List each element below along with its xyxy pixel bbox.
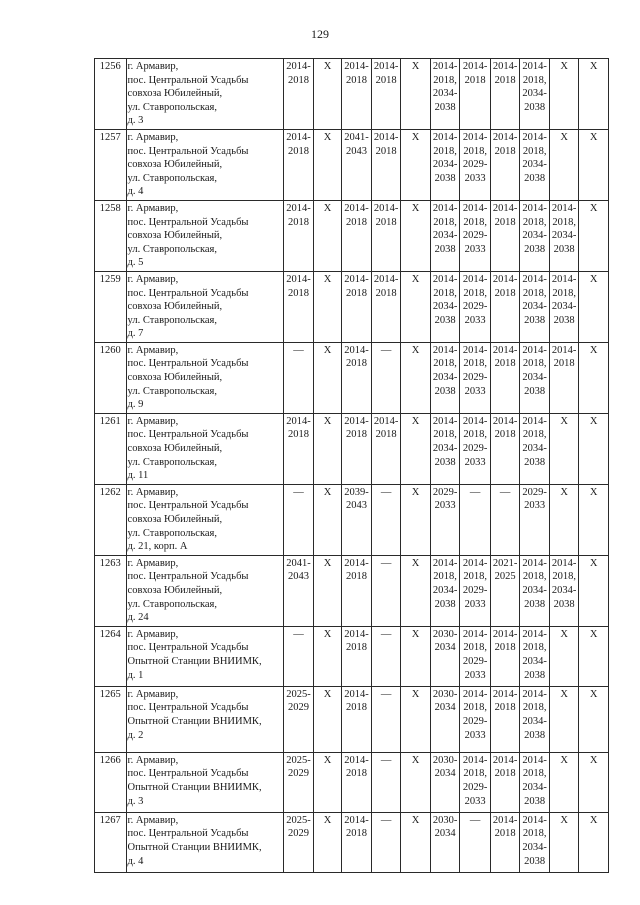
period-cell: X bbox=[579, 752, 609, 812]
period-cell: 2014- 2018, 2034- 2038 bbox=[520, 200, 550, 271]
period-cell: 2014- 2018, 2034- 2038 bbox=[520, 413, 550, 484]
address-line: г. Армавир, bbox=[127, 415, 179, 427]
period-cell: 2014- 2018 bbox=[490, 342, 520, 413]
address-cell bbox=[126, 200, 284, 271]
address-line: д. 1 bbox=[127, 669, 144, 681]
address-line: ул. Ставропольская, bbox=[127, 527, 218, 539]
address-line: пос. Центральной Усадьбы bbox=[127, 429, 249, 441]
period-cell: X bbox=[313, 200, 341, 271]
period-cell: 2025- 2029 bbox=[284, 752, 314, 812]
period-cell: X bbox=[313, 342, 341, 413]
period-cell: — bbox=[371, 812, 401, 872]
address-line: ул. Ставропольская, bbox=[127, 456, 218, 468]
period-cell: X bbox=[579, 200, 609, 271]
period-cell: X bbox=[579, 342, 609, 413]
period-cell: X bbox=[313, 413, 341, 484]
period-cell: 2014- 2018, 2034- 2038 bbox=[520, 129, 550, 200]
table-row bbox=[95, 59, 609, 130]
period-cell: — bbox=[460, 812, 491, 872]
period-cell: — bbox=[284, 626, 314, 686]
address-line: д. 7 bbox=[127, 328, 144, 340]
period-cell: — bbox=[371, 342, 401, 413]
period-cell: X bbox=[401, 129, 431, 200]
period-cell: X bbox=[401, 484, 431, 555]
period-cell: 2014- 2018, 2034- 2038 bbox=[430, 555, 460, 626]
address-line: совхоза Юбилейный, bbox=[127, 301, 223, 313]
address-cell bbox=[126, 129, 284, 200]
address-line: г. Армавир, bbox=[127, 557, 179, 569]
period-cell: 2014- 2018 bbox=[490, 752, 520, 812]
address-line: совхоза Юбилейный, bbox=[127, 372, 223, 384]
period-cell: 2014- 2018 bbox=[371, 129, 401, 200]
address-line: д. 3 bbox=[127, 115, 144, 127]
period-cell: 2014- 2018 bbox=[490, 626, 520, 686]
period-cell: X bbox=[313, 686, 341, 752]
period-cell: 2014- 2018 bbox=[342, 200, 372, 271]
address-line: Опытной Станции ВНИИМК, bbox=[127, 715, 262, 727]
address-line: д. 21, корп. А bbox=[127, 541, 188, 553]
period-cell: 2014- 2018 bbox=[342, 271, 372, 342]
period-cell: 2014- 2018, 2034- 2038 bbox=[549, 271, 579, 342]
period-cell: 2014- 2018 bbox=[490, 812, 520, 872]
period-cell: X bbox=[579, 812, 609, 872]
period-cell: 2025- 2029 bbox=[284, 812, 314, 872]
period-cell: 2030- 2034 bbox=[430, 626, 460, 686]
period-cell: 2014- 2018 bbox=[490, 686, 520, 752]
period-cell: 2014- 2018 bbox=[490, 129, 520, 200]
period-cell: 2014- 2018, 2034- 2038 bbox=[430, 342, 460, 413]
period-cell: 2014- 2018, 2034- 2038 bbox=[520, 686, 550, 752]
period-cell: 2014- 2018, 2034- 2038 bbox=[520, 626, 550, 686]
period-cell: X bbox=[313, 484, 341, 555]
address-line: Опытной Станции ВНИИМК, bbox=[127, 655, 262, 667]
address-line: совхоза Юбилейный, bbox=[127, 443, 223, 455]
row-number: 1261 bbox=[95, 413, 127, 484]
address-line: ул. Ставропольская, bbox=[127, 314, 218, 326]
period-cell: X bbox=[401, 59, 431, 130]
row-number: 1262 bbox=[95, 484, 127, 555]
period-cell: X bbox=[549, 413, 579, 484]
address-line: г. Армавир, bbox=[127, 61, 179, 72]
period-cell: 2014- 2018, 2034- 2038 bbox=[520, 555, 550, 626]
address-line: пос. Центральной Усадьбы bbox=[127, 145, 249, 157]
row-number: 1260 bbox=[95, 342, 127, 413]
address-line: г. Армавир, bbox=[127, 754, 179, 766]
period-cell: 2014- 2018 bbox=[342, 812, 372, 872]
period-cell: 2014- 2018, 2034- 2038 bbox=[520, 752, 550, 812]
period-cell: X bbox=[579, 129, 609, 200]
period-cell: 2014- 2018, 2029- 2033 bbox=[460, 413, 491, 484]
period-cell: 2030- 2034 bbox=[430, 752, 460, 812]
period-cell: X bbox=[313, 812, 341, 872]
period-cell: 2014- 2018, 2029- 2033 bbox=[460, 129, 491, 200]
row-number: 1264 bbox=[95, 626, 127, 686]
period-cell: 2014- 2018, 2029- 2033 bbox=[460, 271, 491, 342]
period-cell: 2014- 2018 bbox=[460, 59, 491, 130]
address-line: д. 2 bbox=[127, 729, 144, 741]
table-row bbox=[95, 484, 609, 555]
table-row bbox=[95, 413, 609, 484]
period-cell: X bbox=[401, 413, 431, 484]
address-cell bbox=[126, 59, 284, 130]
period-cell: X bbox=[313, 271, 341, 342]
address-line: совхоза Юбилейный, bbox=[127, 159, 223, 171]
period-cell: 2014- 2018 bbox=[371, 413, 401, 484]
address-cell bbox=[126, 812, 284, 872]
period-cell: 2039- 2043 bbox=[342, 484, 372, 555]
period-cell: X bbox=[579, 271, 609, 342]
address-cell bbox=[126, 752, 284, 812]
period-cell: X bbox=[401, 555, 431, 626]
period-cell: 2014- 2018 bbox=[490, 59, 520, 130]
period-cell: X bbox=[313, 555, 341, 626]
address-line: д. 4 bbox=[127, 855, 144, 867]
period-cell: 2014- 2018, 2029- 2033 bbox=[460, 686, 491, 752]
period-cell: X bbox=[401, 342, 431, 413]
address-line: д. 5 bbox=[127, 257, 144, 269]
address-line: ул. Ставропольская, bbox=[127, 172, 218, 184]
address-line: г. Армавир, bbox=[127, 131, 179, 143]
period-cell: X bbox=[549, 129, 579, 200]
address-line: ул. Ставропольская, bbox=[127, 598, 218, 610]
period-cell: X bbox=[549, 59, 579, 130]
period-cell: X bbox=[579, 626, 609, 686]
address-cell bbox=[126, 413, 284, 484]
period-cell: 2041- 2043 bbox=[284, 555, 314, 626]
address-cell bbox=[126, 342, 284, 413]
period-cell: 2030- 2034 bbox=[430, 812, 460, 872]
period-cell: X bbox=[401, 271, 431, 342]
period-cell: X bbox=[579, 59, 609, 130]
period-cell: 2014- 2018 bbox=[284, 271, 314, 342]
address-cell bbox=[126, 484, 284, 555]
period-cell: 2014- 2018, 2029- 2033 bbox=[460, 342, 491, 413]
period-cell: 2041- 2043 bbox=[342, 129, 372, 200]
address-line: г. Армавир, bbox=[127, 344, 179, 356]
row-number: 1256 bbox=[95, 59, 127, 130]
page-number: 129 bbox=[311, 27, 329, 41]
row-number: 1258 bbox=[95, 200, 127, 271]
period-cell: X bbox=[401, 200, 431, 271]
address-line: пос. Центральной Усадьбы bbox=[127, 287, 249, 299]
period-cell: 2014- 2018 bbox=[342, 626, 372, 686]
address-line: ул. Ставропольская, bbox=[127, 101, 218, 113]
period-cell: X bbox=[313, 752, 341, 812]
period-cell: 2014- 2018, 2034- 2038 bbox=[430, 200, 460, 271]
period-cell: 2014- 2018 bbox=[342, 555, 372, 626]
address-line: д. 9 bbox=[127, 399, 144, 411]
period-cell: — bbox=[371, 626, 401, 686]
address-line: пос. Центральной Усадьбы bbox=[127, 358, 249, 370]
period-cell: 2014- 2018 bbox=[371, 59, 401, 130]
period-cell: 2014- 2018 bbox=[284, 413, 314, 484]
address-line: Опытной Станции ВНИИМК, bbox=[127, 781, 262, 793]
row-number: 1263 bbox=[95, 555, 127, 626]
period-cell: — bbox=[284, 484, 314, 555]
table-row bbox=[95, 752, 609, 812]
address-line: ул. Ставропольская, bbox=[127, 385, 218, 397]
period-cell: — bbox=[371, 752, 401, 812]
period-cell: — bbox=[460, 484, 491, 555]
row-number: 1257 bbox=[95, 129, 127, 200]
period-cell: 2014- 2018, 2029- 2033 bbox=[460, 200, 491, 271]
address-line: д. 11 bbox=[127, 470, 149, 482]
period-cell: 2014- 2018 bbox=[371, 200, 401, 271]
period-cell: X bbox=[401, 686, 431, 752]
period-cell: — bbox=[371, 686, 401, 752]
row-number: 1266 bbox=[95, 752, 127, 812]
address-cell bbox=[126, 555, 284, 626]
period-cell: 2014- 2018 bbox=[284, 59, 314, 130]
period-cell: 2014- 2018, 2034- 2038 bbox=[520, 812, 550, 872]
period-cell: 2014- 2018, 2029- 2033 bbox=[460, 626, 491, 686]
address-line: г. Армавир, bbox=[127, 814, 179, 826]
period-cell: X bbox=[579, 413, 609, 484]
address-line: ул. Ставропольская, bbox=[127, 243, 218, 255]
period-cell: X bbox=[549, 752, 579, 812]
period-cell: 2029- 2033 bbox=[430, 484, 460, 555]
period-cell: 2030- 2034 bbox=[430, 686, 460, 752]
period-cell: X bbox=[549, 626, 579, 686]
period-cell: 2014- 2018 bbox=[284, 200, 314, 271]
period-cell: 2014- 2018, 2029- 2033 bbox=[460, 752, 491, 812]
period-cell: 2014- 2018 bbox=[342, 752, 372, 812]
period-cell: 2014- 2018 bbox=[490, 200, 520, 271]
period-cell: 2014- 2018 bbox=[549, 342, 579, 413]
period-cell: 2014- 2018, 2034- 2038 bbox=[549, 200, 579, 271]
address-line: пос. Центральной Усадьбы bbox=[127, 571, 249, 583]
period-cell: 2014- 2018, 2034- 2038 bbox=[430, 413, 460, 484]
address-line: пос. Центральной Усадьбы bbox=[127, 500, 249, 512]
period-cell: 2025- 2029 bbox=[284, 686, 314, 752]
period-cell: 2014- 2018 bbox=[342, 342, 372, 413]
address-line: совхоза Юбилейный, bbox=[127, 230, 223, 242]
address-line: г. Армавир, bbox=[127, 202, 179, 214]
address-line: пос. Центральной Усадьбы bbox=[127, 74, 249, 86]
period-cell: X bbox=[579, 484, 609, 555]
address-line: г. Армавир, bbox=[127, 628, 179, 640]
address-line: пос. Центральной Усадьбы bbox=[127, 828, 249, 840]
period-cell: X bbox=[549, 484, 579, 555]
period-cell: 2021- 2025 bbox=[490, 555, 520, 626]
period-cell: 2014- 2018 bbox=[490, 271, 520, 342]
table-row bbox=[95, 271, 609, 342]
housing-register-table bbox=[94, 58, 609, 873]
period-cell: X bbox=[579, 686, 609, 752]
period-cell: 2014- 2018, 2034- 2038 bbox=[520, 271, 550, 342]
period-cell: 2014- 2018, 2034- 2038 bbox=[549, 555, 579, 626]
period-cell: X bbox=[549, 812, 579, 872]
address-cell bbox=[126, 271, 284, 342]
address-line: совхоза Юбилейный, bbox=[127, 514, 223, 525]
address-line: Опытной Станции ВНИИМК, bbox=[127, 841, 262, 853]
address-line: пос. Центральной Усадьбы bbox=[127, 216, 249, 228]
table-row bbox=[95, 686, 609, 752]
period-cell: 2014- 2018 bbox=[342, 413, 372, 484]
table-row bbox=[95, 555, 609, 626]
period-cell: 2014- 2018, 2034- 2038 bbox=[430, 129, 460, 200]
period-cell: — bbox=[490, 484, 520, 555]
table-row bbox=[95, 200, 609, 271]
period-cell: — bbox=[371, 555, 401, 626]
table-row bbox=[95, 129, 609, 200]
period-cell: — bbox=[284, 342, 314, 413]
row-number: 1259 bbox=[95, 271, 127, 342]
address-line: д. 4 bbox=[127, 186, 144, 198]
period-cell: X bbox=[313, 626, 341, 686]
address-line: д. 3 bbox=[127, 795, 144, 807]
period-cell: 2014- 2018, 2034- 2038 bbox=[430, 271, 460, 342]
address-line: пос. Центральной Усадьбы bbox=[127, 642, 249, 654]
address-line: г. Армавир, bbox=[127, 486, 179, 498]
address-line: г. Армавир, bbox=[127, 273, 179, 285]
table-row bbox=[95, 812, 609, 872]
row-number: 1267 bbox=[95, 812, 127, 872]
address-line: совхоза Юбилейный, bbox=[127, 584, 223, 596]
period-cell: X bbox=[549, 686, 579, 752]
period-cell: 2014- 2018 bbox=[490, 413, 520, 484]
period-cell: 2014- 2018 bbox=[371, 271, 401, 342]
address-line: пос. Центральной Усадьбы bbox=[127, 702, 249, 714]
address-line: г. Армавир, bbox=[127, 688, 179, 700]
period-cell: X bbox=[401, 812, 431, 872]
period-cell: X bbox=[313, 129, 341, 200]
period-cell: 2014- 2018, 2029- 2033 bbox=[460, 555, 491, 626]
row-number: 1265 bbox=[95, 686, 127, 752]
period-cell: 2014- 2018, 2034- 2038 bbox=[520, 59, 550, 130]
period-cell: — bbox=[371, 484, 401, 555]
period-cell: X bbox=[401, 752, 431, 812]
period-cell: 2014- 2018, 2034- 2038 bbox=[430, 59, 460, 130]
address-line: пос. Центральной Усадьбы bbox=[127, 768, 249, 780]
address-line: совхоза Юбилейный, bbox=[127, 88, 223, 100]
address-cell bbox=[126, 686, 284, 752]
period-cell: X bbox=[313, 59, 341, 130]
period-cell: 2014- 2018 bbox=[342, 686, 372, 752]
address-cell bbox=[126, 626, 284, 686]
period-cell: 2014- 2018, 2034- 2038 bbox=[520, 342, 550, 413]
period-cell: 2014- 2018 bbox=[342, 59, 372, 130]
period-cell: 2029- 2033 bbox=[520, 484, 550, 555]
period-cell: 2014- 2018 bbox=[284, 129, 314, 200]
table-row bbox=[95, 342, 609, 413]
period-cell: X bbox=[579, 555, 609, 626]
address-line: д. 24 bbox=[127, 612, 149, 624]
period-cell: X bbox=[401, 626, 431, 686]
table-row bbox=[95, 626, 609, 686]
